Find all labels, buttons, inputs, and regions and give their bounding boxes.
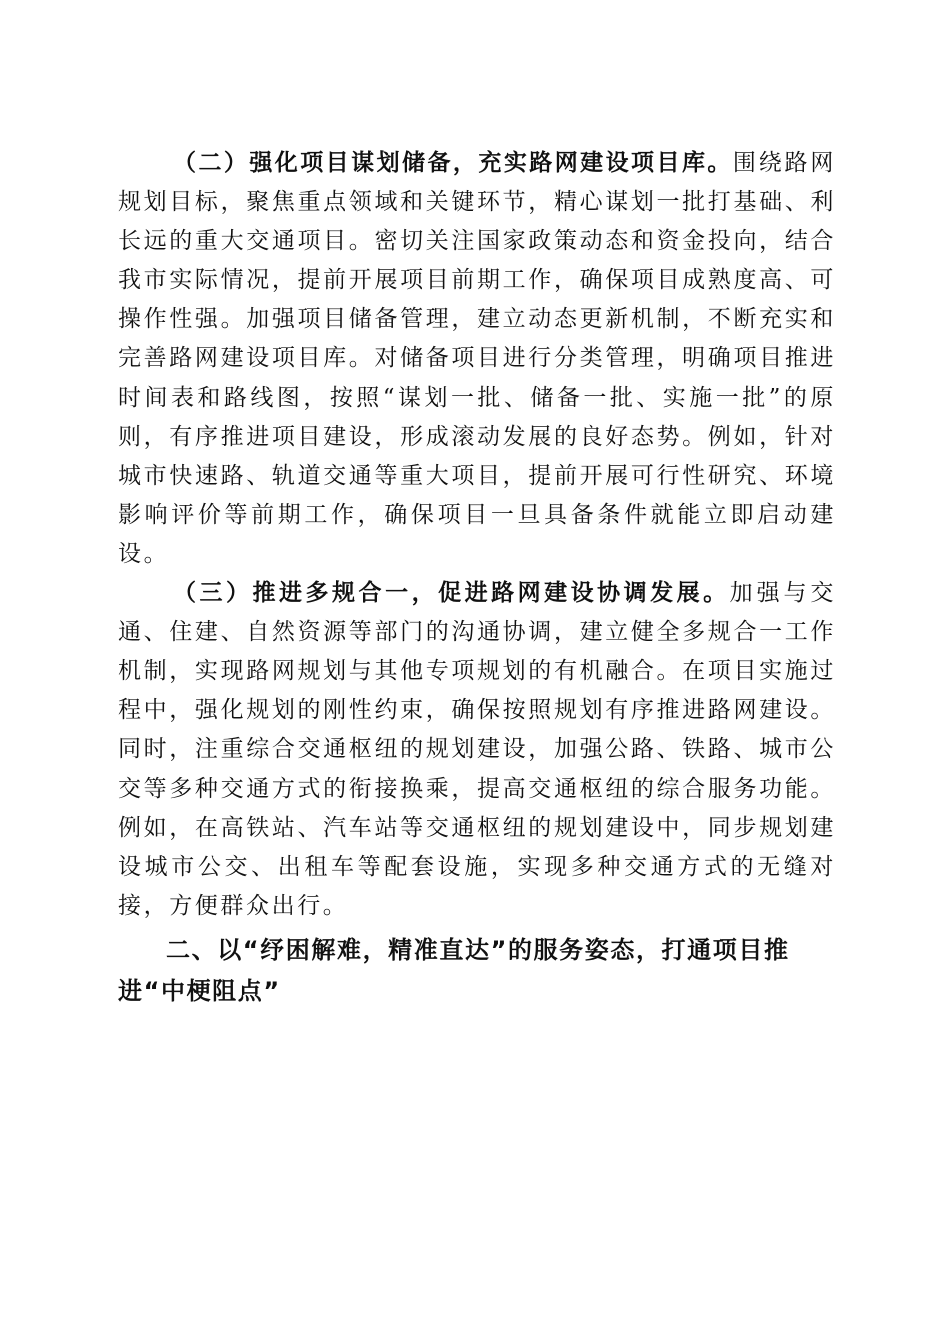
paragraph-project-reserve [118,144,836,574]
paragraph-lead-heading: （二）强化项目谋划储备，充实路网建设项目库。 [173,150,733,176]
paragraph-body-text: 围绕路网规划目标，聚焦重点领域和关键环节，精心谋划一批打基础、利长远的重大交通项目。密切关注国家政策动态和资金投向，结合我市实际情况，提前开展项目前期工作，确保项目成熟度高、可操作性强。加强项目储备管理，建立动态更新机制，不断充实和完善路网建设项目库。对储备项目进行分类管理，明确项目推进时间表和路线图，按照“谋划一批、储备一批、实施一批”的原则，有序推进项目建设，形成滚动发展的良好态势。例如，针对城市快速路、轨道交通等重大项目，提前开展可行性研究、环境影响评价等前期工作，确保项目一旦具备条件就能立即启动建设。 [118,150,837,567]
paragraph-lead-heading: （三）推进多规合一，促进路网建设协调发展。 [173,580,730,607]
paragraph-multi-plan-integration [118,574,836,926]
paragraph-body-text: 加强与交通、住建、自然资源等部门的沟通协调，建立健全多规合一工作机制，实现路网规划与其他专项规划的有机融合。在项目实施过程中，强化规划的刚性约束，确保按照规划有序推进路网建设。同时，注重综合交通枢纽的规划建设，加强公路、铁路、城市公交等多种交通方式的衔接换乘，提高交通枢纽的综合服务功能。例如，在高铁站、汽车站等交通枢纽的规划建设中，同步规划建设城市公交、出租车等配套设施，实现多种交通方式的无缝对接，方便群众出行。 [118,580,836,919]
document-body [118,144,836,1012]
section-heading: 二、以“纾困解难，精准直达”的服务姿态，打通项目推进“中梗阻点” [118,935,790,1005]
